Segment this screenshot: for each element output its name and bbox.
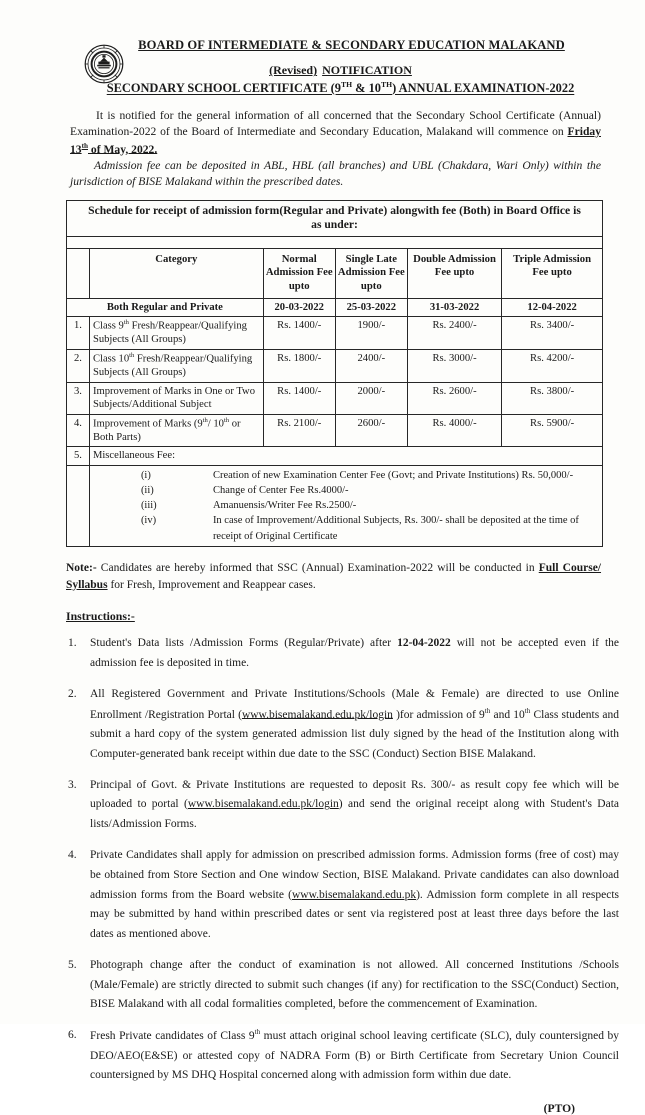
instructions-heading: Instructions:- [66,609,135,624]
notification-line [76,63,605,78]
portal-link[interactable]: www.bisemalakand.edu.pk/login [241,708,393,721]
misc-item-text: Creation of new Examination Center Fee (Govt; and Private Institutions) Rs. 50,000/- [212,469,574,481]
row-fee-double: Rs. 3000/- [407,349,501,382]
misc-item-text: Amanuensis/Writer Fee Rs.2500/- [212,500,357,512]
exam-subtitle-sup1: TH [340,80,353,90]
table-row [67,414,603,447]
col-header-category: Category [89,248,263,298]
note-text-part2: for Fresh, Improvement and Reappear cases. [107,578,316,591]
table-row-misc-items [67,465,603,546]
col-header-triple: Triple Admission Fee upto [502,248,603,298]
row-fee-normal: Rs. 1400/- [263,382,335,414]
note-section [66,560,601,593]
instruction-6-post: must attach original school leaving certificate (SLC), duly countersigned by DEO/AEO(E&SE) or attested copy of NADRA Form (B) or Birth Certificate from Secretary Union Council countersigned by MS DHQ Hospital concerned along with admission form within due date. [90,1029,619,1082]
notification-label: NOTIFICATION [322,63,412,78]
instruction-item-4 [66,846,619,945]
instruction-2-post: Class students and submit a hard copy of the system generated admission list duly signed by the head of the Institution along with Computer-generated bank receipt within due date to the SSC (Conduct) Section BISE Malakand. [90,708,619,760]
note-underlined: Full Course/ Syllabus [66,561,602,591]
table-row-misc [67,447,603,466]
row-category-pre: Improvement of Marks (9 [92,418,203,430]
table-column-header-row [67,248,603,298]
col-header-single-late: Single Late Admission Fee upto [335,248,407,298]
instruction-2-pre: All Registered Government and Private Institutions/Schools (Male & Female) are directed to use Online Enrollment /Registration Portal ( [90,687,619,721]
misc-item-marker: (ii) [140,485,154,497]
misc-item-text: In case of Improvement/Additional Subjects, Rs. 300/- shall be deposited at the time of receipt of Original Certificate [212,515,579,542]
date-single-late: 25-03-2022 [335,298,407,317]
col-header-number [67,248,90,298]
commence-date-sup: th [81,141,88,150]
row-category-sup: th [129,351,135,359]
row-fee-single-late: 2400/- [335,349,407,382]
instruction-item-6 [66,1026,619,1086]
date-normal: 20-03-2022 [263,298,335,317]
row-category-post: Fresh/Reappear/Qualifying Subjects (All Groups) [92,320,247,346]
row-category-pre: Class 10 [92,353,130,365]
misc-item-text: Change of Center Fee Rs.4000/- [212,485,349,497]
document-header [0,0,645,97]
row-category-sup: th [202,416,208,424]
instruction-6-sup1: th [254,1028,261,1037]
instruction-2-sup2: th [524,706,531,715]
table-row [67,382,603,414]
intro-paragraph-1 [70,108,601,158]
note-text-part1: Candidates are hereby informed that SSC (Annual) Examination-2022 will be conducted in [100,561,539,574]
instruction-4-post: ). Admission form complete in all respects may be submitted by hand within prescribed dates or sent via registered post at least three days before the last dates as mentioned above. [90,888,620,941]
row-fee-triple: Rs. 4200/- [502,349,603,382]
col-header-normal: Normal Admission Fee upto [263,248,335,298]
row-number: 3. [67,382,90,414]
misc-item-marker: (i) [140,469,151,481]
pto-marker: (PTO) [543,1102,575,1115]
misc-item [93,483,599,498]
instruction-item-3 [66,776,619,835]
intro-para1-text: It is notified for the general information of all concerned that the Secondary School Certificate (Annual) Examination-2022 of the Board of Intermediate and Secondary Education, Malakand will commence on [70,108,601,139]
exam-subtitle-sup2: TH [380,80,393,90]
row-number: 2. [67,349,90,382]
instruction-3-pre: Principal of Govt. & Private Institutions are requested to deposit Rs. 300/- as result copy fee which will be uploaded to portal ( [90,778,619,811]
commence-date-bold2: of May, 2022. [88,142,158,156]
row-fee-normal: Rs. 1800/- [263,349,335,382]
instruction-2-sup1: th [484,706,491,715]
row-category-sup2: th [223,416,230,424]
instruction-1-date: 12-04-2022 [397,637,451,650]
row-category [89,317,263,350]
misc-row-number: 5. [67,447,90,466]
row-fee-double: Rs. 2400/- [407,317,501,350]
row-category-sup: th [123,319,129,327]
row-category-post2: or Both Parts) [92,418,241,443]
row-category-post: Fresh/Reappear/Qualifying Subjects (All Groups) [92,353,253,378]
instruction-5-text: Photograph change after the conduct of examination is not allowed. All concerned Institutions /Schools (Male/Female) are strictly directed to submit such changes (if any) for rectification to the SSC(Conduct) Section, BISE Malakand with all codal formalities completed, before the commencement of Examination. [90,958,619,1011]
misc-fee-list [93,468,599,544]
instructions-list [66,634,619,1086]
board-website-link[interactable]: www.bisemalakand.edu.pk [291,888,417,901]
note-text [66,562,601,591]
misc-item [93,468,599,483]
table-spacer-cell [67,236,603,248]
portal-link[interactable]: www.bisemalakand.edu.pk/login [187,798,339,811]
exam-subtitle-mid: & 10 [352,81,381,96]
row-fee-single-late: 2600/- [335,414,407,447]
instruction-item-1 [66,634,619,674]
row-fee-normal: Rs. 2100/- [263,414,335,447]
row-category: Improvement of Marks in One or Two Subjects/Additional Subject [89,382,263,414]
row-category-pre: Class 9 [92,320,124,332]
misc-items-gutter [67,465,90,546]
row-number: 4. [67,414,90,447]
misc-fee-label: Miscellaneous Fee: [89,447,602,466]
misc-item-marker: (iii) [140,500,157,512]
schedule-table-wrapper [66,200,603,547]
intro-section [70,108,601,191]
instruction-4-pre: Private Candidates shall apply for admission on prescribed admission forms. Admission forms (free of cost) may be obtained from Store Section and One window Section, BISE Malakand. Private candidates can also download admission forms from the Board website ( [90,848,619,901]
revised-label: (Revised) [269,63,318,78]
table-spacer-row [67,236,603,248]
note-label: Note:- [66,561,97,574]
commence-date-bold1: Friday 13 [70,125,601,156]
instruction-1-pre: Student's Data lists /Admission Forms (Regular/Private) after [90,637,398,650]
instruction-item-2 [66,685,619,765]
misc-items-cell [89,465,602,546]
table-title-row [67,200,603,236]
row-fee-triple: Rs. 3800/- [502,382,603,414]
table-row [67,317,603,350]
page-title: BOARD OF INTERMEDIATE & SECONDARY EDUCATION MALAKAND [138,38,565,52]
instruction-item-5 [66,956,619,1015]
misc-item [93,498,599,513]
row-fee-triple: Rs. 3400/- [502,317,603,350]
instruction-2-mid: )for admission of 9 [392,708,485,721]
table-row [67,349,603,382]
row-category [89,414,263,447]
misc-item [93,513,599,543]
exam-subtitle-suffix: ) ANNUAL EXAMINATION-2022 [392,81,575,96]
schedule-table [66,200,603,547]
instruction-1-post: will not be accepted even if the admission fee is deposited in time. [90,637,619,670]
row-fee-triple: Rs. 5900/- [502,414,603,447]
exam-subtitle [76,80,605,96]
instruction-6-pre: Fresh Private candidates of Class 9 [90,1029,255,1042]
row-category-post: / 10 [207,418,224,430]
board-seal-icon [84,44,124,84]
schedule-table-title: Schedule for receipt of admission form(Regular and Private) alongwith fee (Both) in Board Office is as under: [67,200,603,236]
both-regular-private-label: Both Regular and Private [67,298,264,317]
date-double: 31-03-2022 [407,298,501,317]
row-number: 1. [67,317,90,350]
date-triple: 12-04-2022 [502,298,603,317]
row-fee-normal: Rs. 1400/- [263,317,335,350]
exam-subtitle-prefix: SECONDARY SCHOOL CERTIFICATE (9 [106,81,341,96]
intro-paragraph-2: Admission fee can be deposited in ABL, HBL (all branches) and UBL (Chakdara, Wari Only) within the jurisdiction of BISE Malakand within the prescribed dates. [70,158,601,189]
misc-item-marker: (iv) [140,515,157,527]
instruction-2-mid2: and 10 [490,708,525,721]
table-row-dates [67,298,603,317]
row-fee-single-late: 2000/- [335,382,407,414]
col-header-double: Double Admission Fee upto [407,248,501,298]
row-fee-double: Rs. 4000/- [407,414,501,447]
instruction-3-post: ) and send the original receipt along with Student's Data lists/Admission Forms. [90,798,619,831]
row-fee-single-late: 1900/- [335,317,407,350]
row-fee-double: Rs. 2600/- [407,382,501,414]
row-category [89,349,263,382]
